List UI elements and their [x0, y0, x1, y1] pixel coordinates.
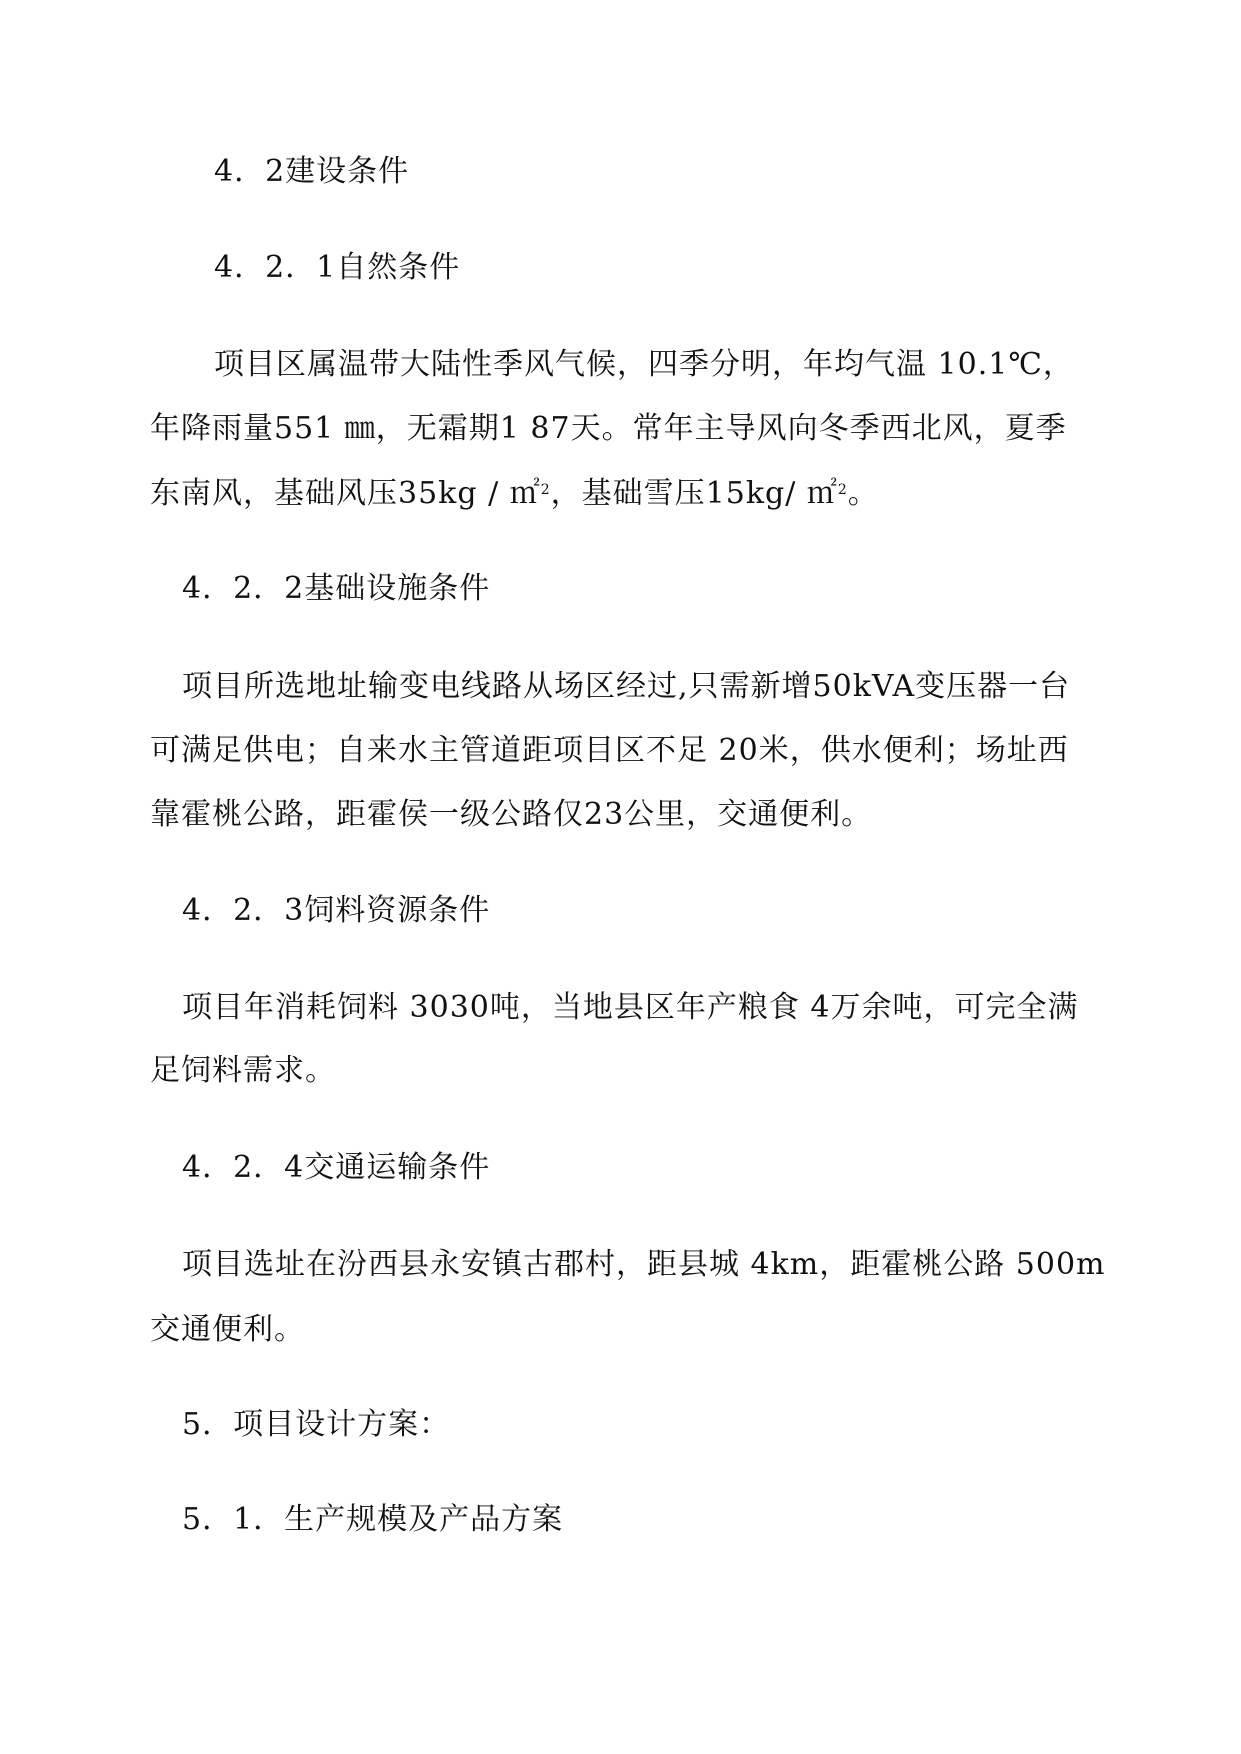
heading-4-2-2: 4．2．2基础设施条件 — [182, 571, 491, 606]
feed-resource-line-2: 足饲料需求。 — [150, 1053, 336, 1088]
heading-4-2-4: 4．2．4交通运输条件 — [182, 1150, 491, 1185]
transport-line-1: 项目选址在汾西县永安镇古郡村，距县城 4km，距霍桃公路 500m — [182, 1247, 1106, 1282]
heading-4-2-1: 4．2．1自然条件 — [214, 250, 461, 285]
natural-conditions-line-2: 年降雨量551 ㎜，无霜期1 87天。常年主导风向冬季西北风，夏季 — [150, 411, 1067, 446]
heading-4-2: 4．2建设条件 — [214, 154, 410, 189]
infrastructure-line-3: 靠霍桃公路，距霍侯一级公路仅23公里，交通便利。 — [150, 797, 873, 832]
superscript-2: 2 — [837, 482, 848, 498]
infrastructure-line-1: 项目所选地址输变电线路从场区经过,只需新增50kVA变压器一台 — [182, 669, 1071, 704]
natural-line3-part-a: 东南风，基础风压35kg / ㎡ — [150, 476, 541, 511]
superscript-2: 2 — [540, 482, 551, 498]
heading-5: 5．项目设计方案： — [182, 1407, 451, 1442]
heading-4-2-3: 4．2．3饲料资源条件 — [182, 893, 491, 928]
infrastructure-line-2: 可满足供电；自来水主管道距项目区不足 20米，供水便利；场址西 — [150, 733, 1069, 768]
natural-line3-part-c: 。 — [847, 476, 879, 511]
transport-line-2: 交通便利。 — [150, 1312, 305, 1347]
natural-conditions-line-1: 项目区属温带大陆性季风气候，四季分明，年均气温 10.1℃， — [214, 347, 1074, 382]
feed-resource-line-1: 项目年消耗饲料 3030吨，当地县区年产粮食 4万余吨，可完全满 — [182, 990, 1079, 1025]
natural-line3-part-b: ，基础雪压15kg/ ㎡ — [550, 476, 838, 511]
heading-5-1: 5．1．生产规模及产品方案 — [182, 1502, 564, 1537]
natural-conditions-line-3 — [150, 474, 879, 514]
